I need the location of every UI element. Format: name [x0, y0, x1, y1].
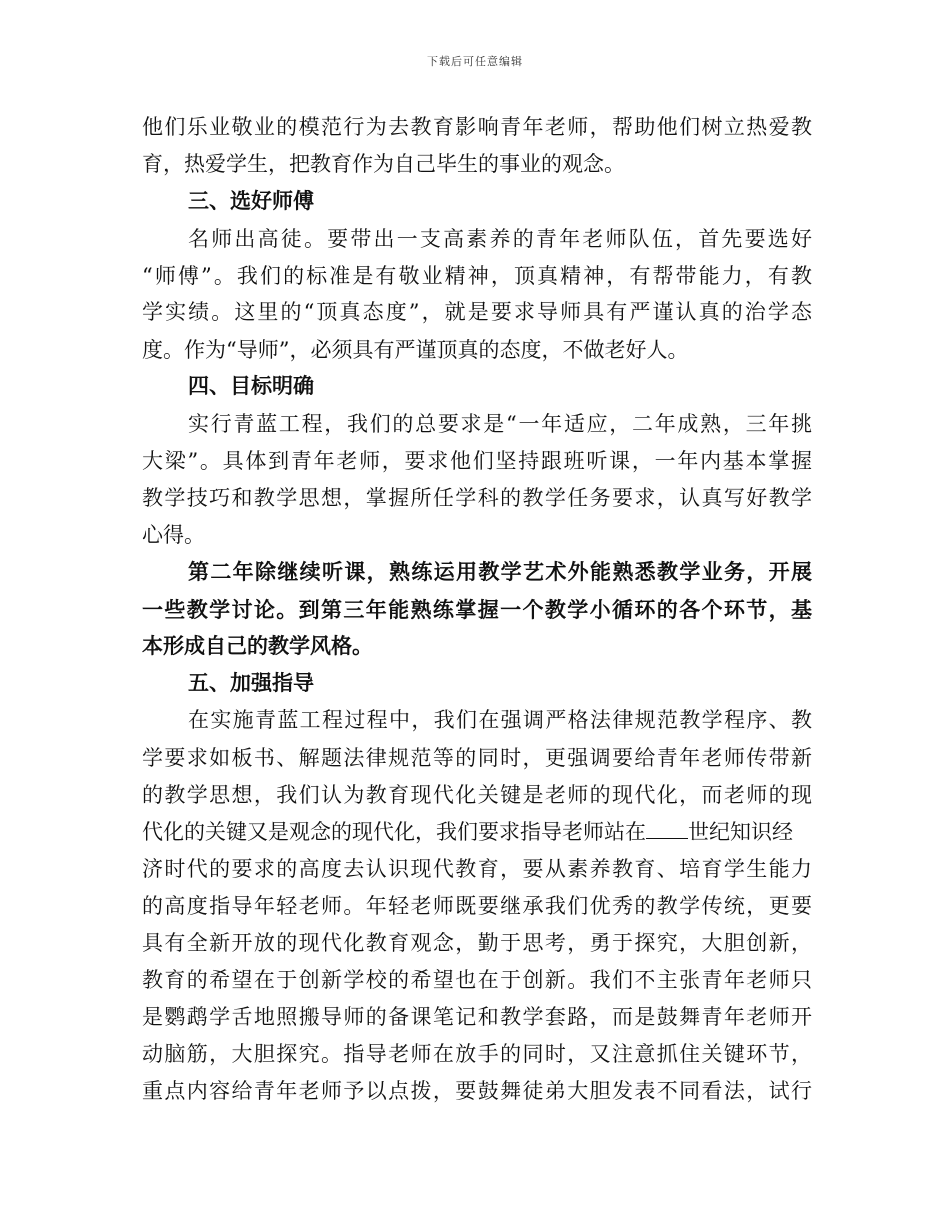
- text-line: 的教学思想，我们认为教育现代化关键是老师的现代化，而老师的现: [142, 783, 812, 807]
- blank-underline: [646, 820, 688, 839]
- text-line: 育，热爱学生，把教育作为自己毕生的事业的观念。: [142, 152, 625, 176]
- text-line: 学要求如板书、解题法律规范等的同时，更强调要给青年老师传带新: [142, 746, 812, 770]
- text-line: 动脑筋，大胆探究。指导老师在放手的同时，又注意抓住关键环节，: [142, 1042, 812, 1066]
- text-line: 济时代的要求的高度去认识现代教育，要从素养教育、培育学生能力: [142, 857, 812, 881]
- page-header: 下载后可任意编辑: [427, 55, 523, 68]
- text-line: 重点内容给青年老师予以点拨，要鼓舞徒弟大胆发表不同看法，试行: [142, 1079, 812, 1103]
- text-segment: 世纪知识经: [688, 820, 793, 844]
- text-line: 教学技巧和教学思想，掌握所任学科的教学任务要求，认真写好教学: [142, 486, 812, 510]
- bold-text-line: 一些教学讨论。到第三年能熟练掌握一个教学小循环的各个环节，基: [142, 598, 812, 622]
- text-line: [142, 813, 812, 851]
- text-line: 在实施青蓝工程过程中，我们在强调严格法律规范教学程序、教: [188, 708, 812, 732]
- text-line: 的高度指导年轻老师。年轻老师既要继承我们优秀的教学传统，更要: [142, 894, 812, 918]
- text-line: 大梁”。具体到青年老师，要求他们坚持跟班听课，一年内基本掌握: [142, 449, 812, 473]
- section-heading: 五、加强指导: [188, 671, 314, 695]
- bold-text-line: 本形成自己的教学风格。: [142, 634, 373, 658]
- text-line: 具有全新开放的现代化教育观念，勤于思考，勇于探究，大胆创新，: [142, 931, 812, 955]
- text-line: 是鹦鹉学舌地照搬导师的备课笔记和教学套路，而是鼓舞青年老师开: [142, 1005, 812, 1029]
- text-line: 名师出高徒。要带出一支高素养的青年老师队伍，首先要选好: [188, 227, 812, 251]
- text-line: “师傅”。我们的标准是有敬业精神，顶真精神，有帮带能力，有教: [142, 264, 812, 288]
- text-line: 心得。: [142, 523, 205, 547]
- section-heading: 四、目标明确: [188, 374, 314, 398]
- text-line: 教育的希望在于创新学校的希望也在于创新。我们不主张青年老师只: [142, 968, 812, 992]
- text-segment: 代化的关键又是观念的现代化，我们要求指导老师站在: [142, 820, 646, 844]
- section-heading: 三、选好师傅: [188, 189, 314, 213]
- text-line: 学实绩。这里的“顶真态度”，就是要求导师具有严谨认真的治学态: [142, 300, 812, 324]
- bold-text-line: 第二年除继续听课，熟练运用教学艺术外能熟悉教学业务，开展: [188, 560, 812, 584]
- text-line: 度。作为“导师”，必须具有严谨顶真的态度，不做老好人。: [142, 338, 689, 362]
- text-line: 实行青蓝工程，我们的总要求是“一年适应，二年成熟，三年挑: [188, 412, 812, 436]
- text-line: 他们乐业敬业的模范行为去教育影响青年老师，帮助他们树立热爱教: [142, 115, 812, 139]
